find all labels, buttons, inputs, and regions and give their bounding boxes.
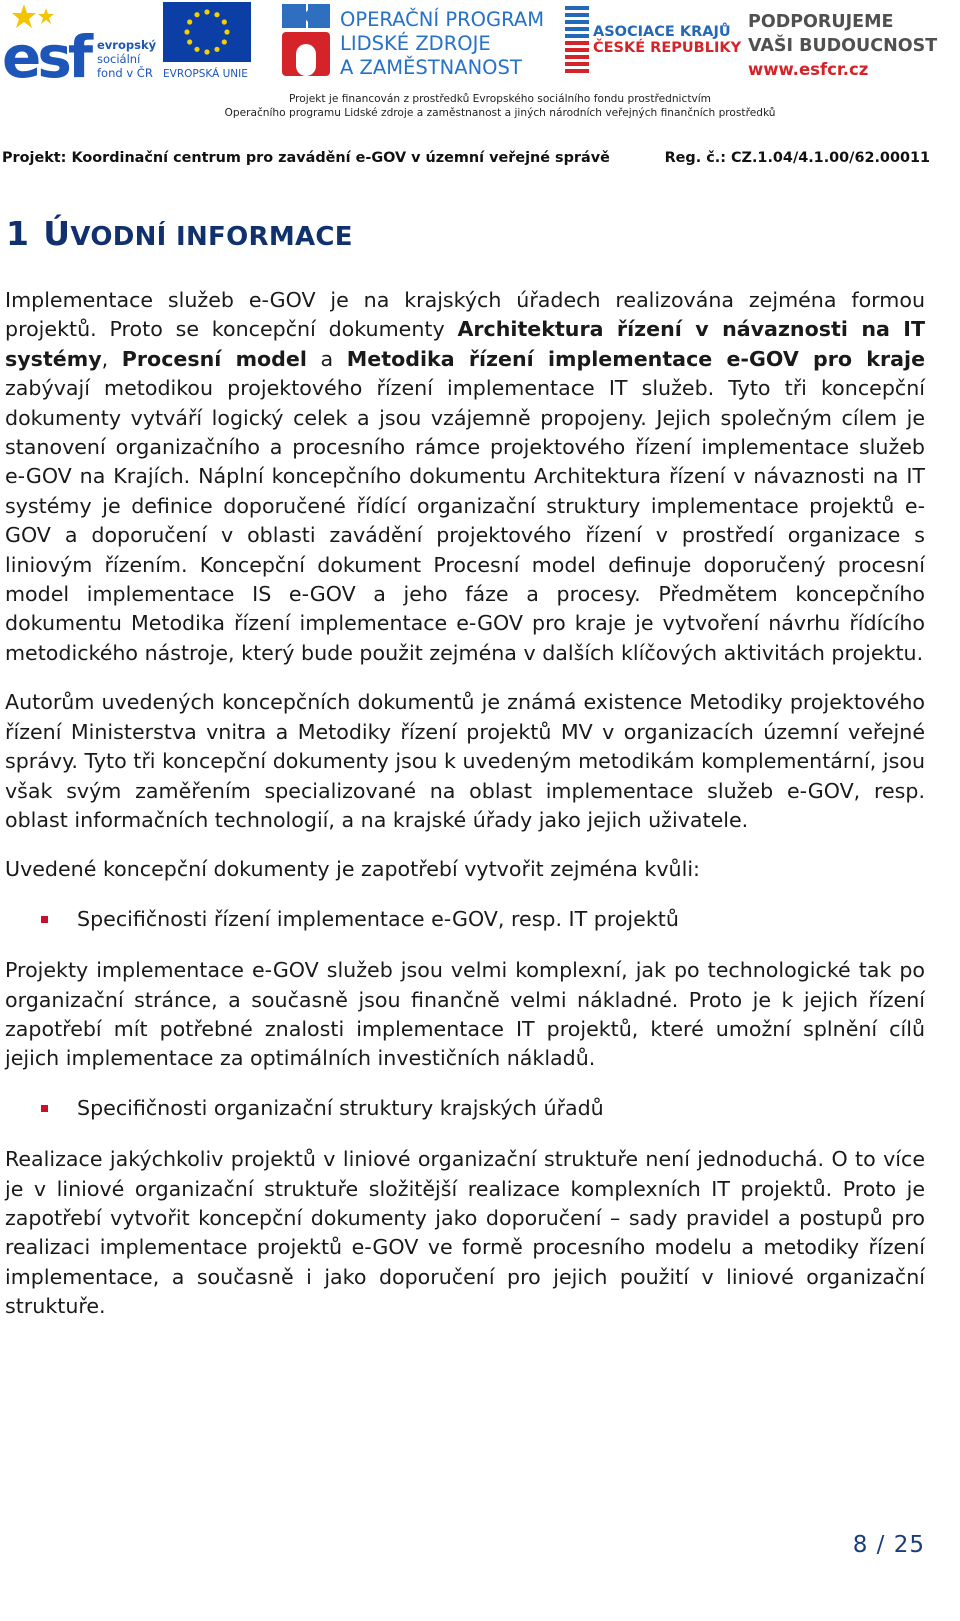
- p1-doc-metodika: Metodika řízení implementace e-GOV pro kraje: [346, 346, 926, 371]
- chapter-number: 1: [6, 214, 30, 253]
- registration-number: Reg. č.: CZ.1.04/4.1.00/62.00011: [664, 150, 930, 166]
- p1-text-a: Implementace služeb e-GOV je na krajských úřadech realizována zejména formou projektů. Proto se koncepční dokumenty: [5, 288, 925, 342]
- logo-bar: [0, 0, 960, 90]
- eu-flag-icon: [163, 2, 251, 62]
- esf-letters: esf: [2, 23, 90, 91]
- esf-logo: [2, 2, 160, 91]
- podporujeme-logo: [746, 6, 960, 84]
- paragraph-2: Autorům uvedených koncepčních dokumentů je známá existence Metodiky projektového řízení Ministerstva vnitra a Metodiky řízení projektů MV v organizacích územní veřejné správy. Tyto tři koncepční dokumenty jsou k uvedeným metodikám komplementární, jsou však svým zaměřením specializované na oblast implementace služeb e-GOV, resp. oblast informačních technologií, a na krajské úřady jako jejich uživatele.: [5, 690, 925, 832]
- op-lzz-text: [340, 8, 544, 80]
- p1-text-c: ,: [101, 346, 122, 371]
- ak-line2: ČESKÉ REPUBLIKY: [593, 40, 742, 56]
- op-lzz-logo: [276, 2, 546, 80]
- square-bullet-icon: [41, 916, 48, 923]
- pod-line2: VAŠI BUDOUCNOST: [748, 36, 938, 56]
- chapter-title-initial: Ú: [43, 214, 71, 253]
- op-line1: OPERAČNÍ PROGRAM: [340, 8, 545, 31]
- financing-line1: Projekt je financován z prostředků Evropského sociálního fondu prostřednictvím: [288, 93, 712, 105]
- striped-flag-icon: [565, 6, 591, 78]
- asociace-kraju-logo: [563, 2, 742, 80]
- project-header: [2, 150, 930, 170]
- pod-web: www.esfcr.cz: [748, 60, 869, 79]
- pod-line1: PODPORUJEME: [748, 12, 894, 32]
- esf-caption-line2: sociální: [97, 52, 141, 66]
- square-bullet-icon: [41, 1105, 48, 1112]
- op-line2: LIDSKÉ ZDROJE: [340, 32, 491, 55]
- esf-caption: [97, 38, 156, 80]
- chapter-heading: [6, 214, 353, 253]
- bullet-item-1: [5, 905, 925, 934]
- p1-text-g: zabývají metodikou projektového řízení implementace IT služeb. Tyto tři koncepční dokumenty vytváří logický celek a jsou vzájemně propojeny. Jejich společným cílem je stanovení organizačního a procesního rámce projektového řízení implementace služeb e-GOV na Krajích. Náplní koncepčního dokumentu Architektura řízení v návaznosti na IT systémy je definice doporučené řídící organizační struktury implementace projektů e-GOV a doporučení v oblasti zavádění projektového řízení v prostředí organizace s liniovým řízením. Koncepční dokument Procesní model definuje doporučený procesní model implementace IS e-GOV a jeho fáze a procesy. Předmětem koncepčního dokumentu Metodika řízení implementace e-GOV pro kraje je vytvoření návrhu řídícího metodického nástroje, který bude použit zejména v dalších klíčových aktivitách projektu.: [5, 376, 925, 665]
- ak-line1: ASOCIACE KRAJŮ: [593, 24, 731, 40]
- bullet-2-text: Specifičnosti organizační struktury krajských úřadů: [77, 1095, 604, 1120]
- paragraph-3: Uvedené koncepční dokumenty je zapotřebí vytvořit zejména kvůli:: [5, 857, 700, 882]
- financing-line2: Operačního programu Lidské zdroje a zaměstnanost a jiných národních veřejných finančních prostředků: [224, 107, 776, 119]
- podporujeme-text: [748, 10, 937, 82]
- op-line3: A ZAMĚSTNANOST: [340, 56, 522, 79]
- bullet-item-2: [5, 1094, 925, 1123]
- eu-logo: [163, 2, 255, 80]
- financing-note: [180, 92, 820, 120]
- esf-caption-line3: fond v ČR: [97, 66, 153, 80]
- paragraph-5: Realizace jakýchkoliv projektů v liniové organizační struktuře není jednoduchá. O to více je v liniové organizační struktuře složitější realizace komplexních IT projektů. Proto je zapotřebí vytvořit koncepční dokumenty jako doporučení – sady pravidel a postupů pro realizaci implementace projektů e-GOV ve formě procesního modelu a metodiky řízení implementace, a současně i jako doporučení pro jejich použití v liniové organizační struktuře.: [5, 1147, 925, 1319]
- bullet-1-text: Specifičnosti řízení implementace e-GOV, resp. IT projektů: [77, 906, 679, 931]
- page-number: 8 / 25: [852, 1532, 925, 1558]
- body-text: [5, 286, 925, 1342]
- esf-caption-line1: evropský: [97, 38, 157, 52]
- paragraph-1: [5, 286, 925, 668]
- p1-text-e: a: [306, 346, 347, 371]
- paragraph-4: Projekty implementace e-GOV služeb jsou velmi komplexní, jak po technologické tak po organizační stránce, a současně jsou finančně velmi nákladné. Proto je k jejich řízení zapotřebí mít potřebné znalosti implementace IT projektů, které umožní splnění cílů jejich implementace za optimálních investičních nákladů.: [5, 958, 925, 1071]
- project-title: Projekt: Koordinační centrum pro zavádění e-GOV v územní veřejné správě: [2, 150, 610, 166]
- eu-logo-label: EVROPSKÁ UNIE: [163, 68, 248, 80]
- puzzle-icon: [278, 2, 336, 78]
- p1-doc-procesni-model: Procesní model: [121, 346, 307, 371]
- chapter-title-rest: VODNÍ INFORMACE: [70, 222, 353, 252]
- asociace-kraju-text: [593, 24, 741, 56]
- p1-doc-architektura: Architektura řízení v návaznosti na IT systémy: [5, 317, 925, 371]
